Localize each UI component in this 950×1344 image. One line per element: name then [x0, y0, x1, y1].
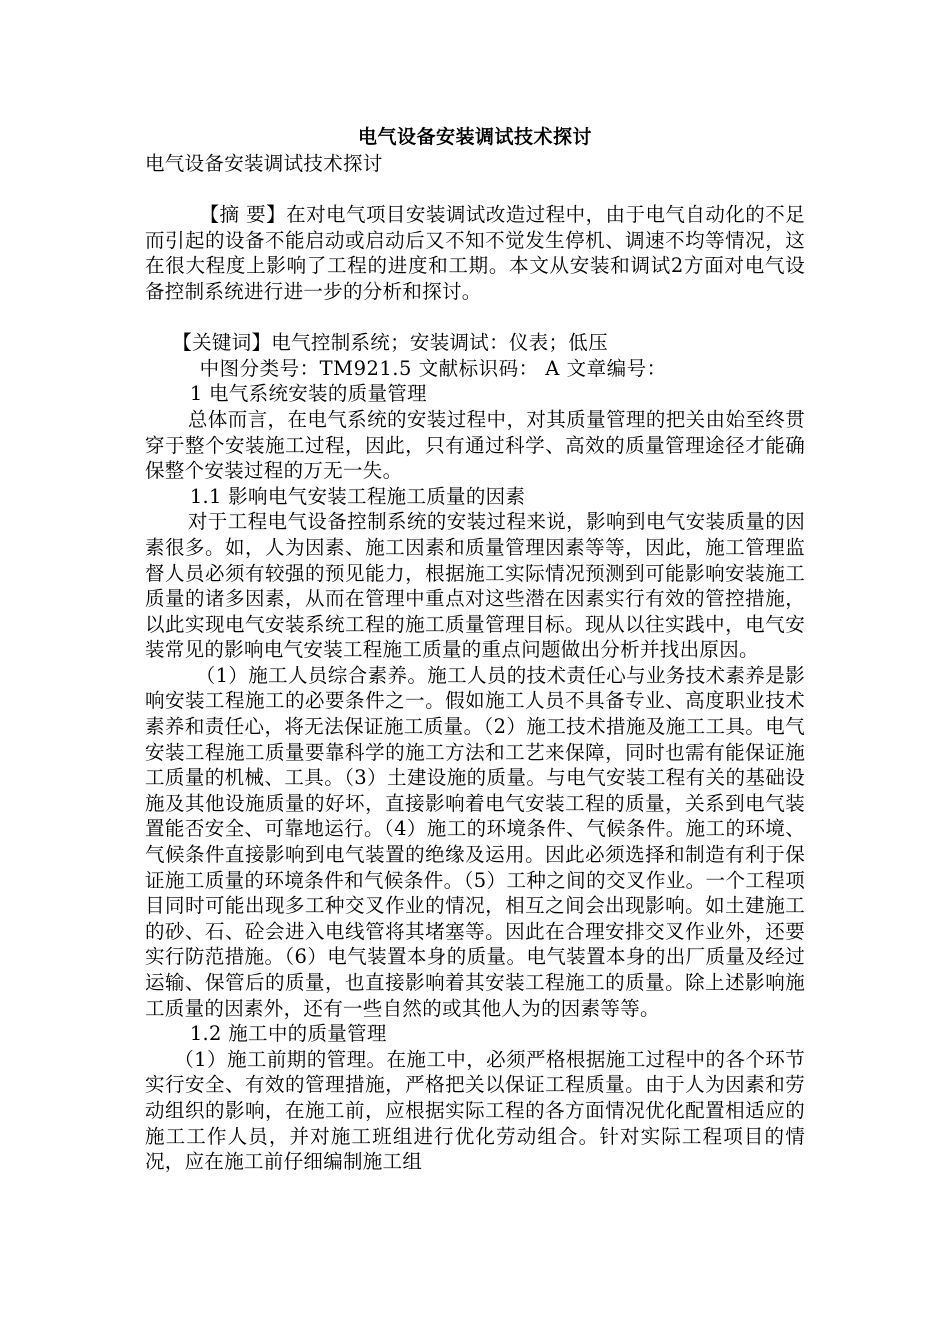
keywords-line: 【关键词】电气控制系统；安装调试：仪表；低压 — [172, 331, 608, 355]
body-paragraph: （1）施工人员综合素养。施工人员的技术责任心与业务技术素养是影响安装工程施工的必要条件之一。假如施工人员不具备专业、高度职业技术素养和责任心，将无法保证施工质量。（2）施工技术措施及施工工具。电气安装工程施工质量要靠科学的施工方法和工艺来保障，同时也需有能保证施工质量的机械、工具。（3）土建设施的质量。与电气安装工程有关的基础设施及其他设施质量的好坏，直接影响着电气安装工程的质量，关系到电气装置能否安全、可靠地运行。（4）施工的环境条件、气候条件。施工的环境、气候条件直接影响到电气装置的绝缘及运用。因此必须选择和制造有利于保证施工质量的环境条件和气候条件。（5）工种之间的交叉作业。一个工程项目同时可能出现多工种交叉作业的情况，相互之间会出现影响。如土建施工的砂、石、砼会进入电线管将其堵塞等。因此在合理安排交叉作业外，还要实行防范措施。（6）电气装置本身的质量。电气装置本身的出厂质量及经过运输、保管后的质量，也直接影响着其安装工程施工的质量。除上述影响施工质量的因素外，还有一些自然的或其他人为的因素等等。 — [145, 663, 805, 1020]
document-body — [145, 151, 805, 1175]
body-paragraph: 总体而言，在电气系统的安装过程中，对其质量管理的把关由始至终贯穿于整个安装施工过程，因此，只有通过科学、高效的质量管理途径才能确保整个安装过程的万无一失。 — [145, 407, 805, 483]
document-title: 电气设备安装调试技术探讨 — [357, 126, 592, 148]
section-heading: 1 电气系统安装的质量管理 — [189, 382, 427, 406]
abstract-paragraph: 【摘 要】在对电气项目安装调试改造过程中，由于电气自动化的不足而引起的设备不能启动或启动后又不知不觉发生停机、调速不均等情况，这在很大程度上影响了工程的进度和工期。本文从安装和调试2方面对电气设备控制系统进行进一步的分析和探讨。 — [145, 203, 805, 303]
subsection-heading: 1.2 施工中的质量管理 — [189, 1022, 387, 1046]
subsection-heading: 1.1 影响电气安装工程施工质量的因素 — [189, 484, 526, 508]
document-subtitle: 电气设备安装调试技术探讨 — [145, 152, 383, 175]
classification-line: 中图分类号：TM921.5 文献标识码： A 文章编号： — [199, 356, 667, 380]
body-paragraph: 对于工程电气设备控制系统的安装过程来说，影响到电气安装质量的因素很多。如，人为因素、施工因素和质量管理因素等等，因此，施工管理监督人员必须有较强的预见能力，根据施工实际情况预测到可能影响安装施工质量的诸多因素，从而在管理中重点对这些潜在因素实行有效的管控措施，以此实现电气安装系统工程的施工质量管理目标。现从以往实践中，电气安装常见的影响电气安装工程施工质量的重点问题做出分析并找出原因。 — [145, 510, 805, 662]
body-paragraph: （1）施工前期的管理。在施工中，必须严格根据施工过程中的各个环节实行安全、有效的管理措施，严格把关以保证工程质量。由于人为因素和劳动组织的影响，在施工前，应根据实际工程的各方面情况优化配置相适应的施工工作人员，并对施工班组进行优化劳动组合。针对实际工程项目的情况，应在施工前仔细编制施工组 — [145, 1047, 805, 1174]
